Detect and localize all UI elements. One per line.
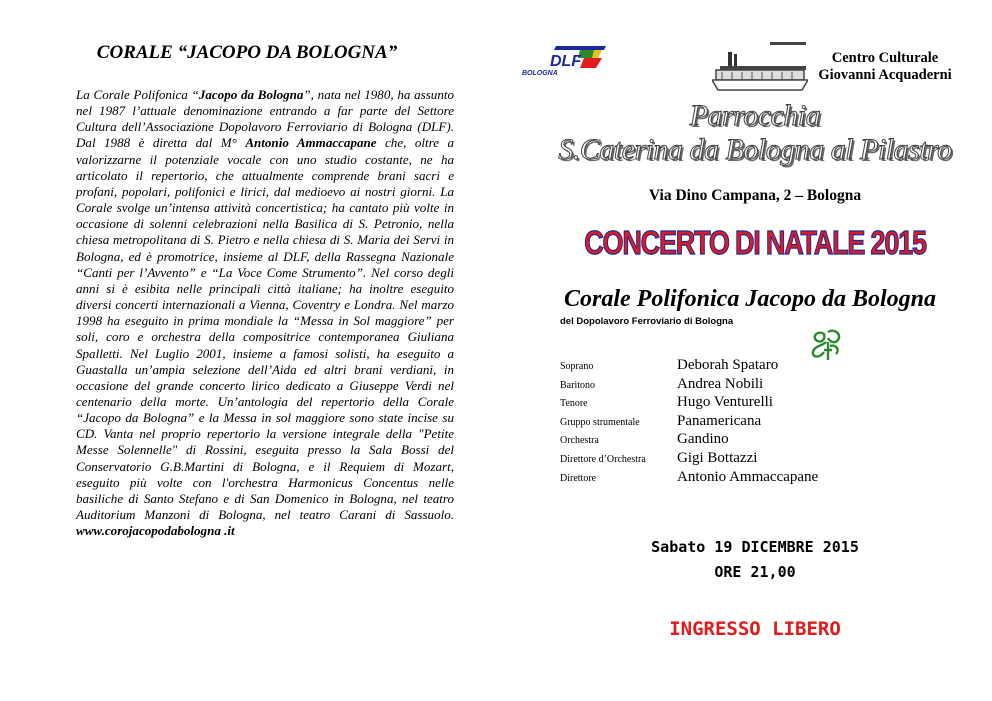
text-run: che, oltre a valorizzarne il potenziale vocale con uno studio costante, ne ha articolato il repertorio, che attualmente comprende brani sacri e profani, popolari, polifonici e lirici, dal medioevo ai nostri giorni. La Corale svolge un’intensa attività concertistica; ha cantato più volte in occasione di solenni celebrazioni nella Basilica di S. Petronio, nella chiesa metropolitana di S. Pietro e nella chiesa di S. Maria dei Servi in Bologna, ed è promotrice, insieme al DLF, della Rassegna Nazionale “Canti per l’Avvento” e “La Voce Come Strumento”. Nel corso degli anni si è esibita nelle principali città italiane; ha inoltre eseguito diversi concerti internazionali a Vienna, Coventry e Londra. Nel marzo 1998 ha eseguito in prima mondiale la “Messa in Sol maggiore” per soli, coro e orchestra della compositrice contemporanea Giuliana Spalletti. Nel Luglio 2001, insieme a famosi solisti, ha eseguito a Guastalla un’ampia selezione dell’Aida ed altri brani verdiani, in occasione del grande concerto lirico dedicato a Giuseppe Verdi nel centenario della morte. Un’antologia del repertorio della Corale “Jacopo da Bologna” e la Messa in sol maggiore sono state incise su CD. Vanta nel proprio repertorio la versione integrale della "Petite Messe Solennelle" di Rossini, eseguita presso la Sala Bossi del Conservatorio G.B.Martini di Bologna, e il Requiem di Mozart, eseguito più volte con l'orchestra Harmonicus Concentus nelle basiliche di Santo Stefano e di San Domenico in Bologna, nel teatro Auditorium Manzoni di Bologna, nel teatro Carani di Sassuolo. bbox=[76, 135, 454, 523]
left-title bbox=[40, 42, 454, 64]
cast-role: Direttore bbox=[560, 472, 597, 484]
title-part: CORALE “ bbox=[96, 42, 188, 63]
cast-name: Hugo Venturelli bbox=[677, 394, 773, 411]
text-run: ”, nata nel 1980, ha assunto nel 1987 l’attuale denominazione entrando a far parte del Settore Cultura dell’Associazione Dopolavoro Ferroviario di Bologna (DLF). Dal 1988 è diretta dal M° bbox=[76, 87, 454, 151]
concert-title: CONCERTO DI NATALE 2015 bbox=[584, 224, 926, 261]
centro-culturale bbox=[800, 50, 970, 84]
history-paragraph bbox=[76, 87, 454, 539]
text-run: La Corale Polifonica “ bbox=[76, 87, 199, 102]
centro-line: Centro Culturale bbox=[831, 50, 939, 66]
director-name-bold: Antonio Ammaccapane bbox=[245, 135, 377, 151]
cast-role: Soprano bbox=[560, 361, 594, 372]
free-entry: INGRESSO LIBERO bbox=[669, 618, 841, 640]
cast-row bbox=[560, 469, 880, 488]
cast-name: Antonio Ammaccapane bbox=[677, 468, 819, 485]
centro-line: Giovanni Acquaderni bbox=[818, 67, 952, 83]
cast-row bbox=[560, 357, 880, 376]
cast-list bbox=[560, 357, 880, 487]
cast-name: Deborah Spataro bbox=[677, 357, 779, 373]
cast-name: Gigi Bottazzi bbox=[677, 449, 758, 466]
title-part: ACOPO DA bbox=[196, 42, 296, 63]
website-link[interactable]: www.corojacopodabologna .it bbox=[76, 523, 235, 539]
cast-row bbox=[560, 394, 880, 413]
cast-row bbox=[560, 431, 880, 450]
dlf-logo-text: DLF bbox=[550, 53, 582, 70]
event-date bbox=[540, 535, 970, 585]
cast-name: Panamericana bbox=[677, 412, 762, 429]
cast-row bbox=[560, 413, 880, 432]
address: Via Dino Campana, 2 – Bologna bbox=[648, 187, 862, 204]
cast-row bbox=[560, 450, 880, 469]
dlf-logo-icon bbox=[522, 44, 606, 76]
title-part: OLOGNA bbox=[308, 42, 388, 63]
dlf-logo-subtext: BOLOGNA bbox=[522, 70, 558, 76]
cast-role: Gruppo strumentale bbox=[560, 416, 640, 428]
choir-subtitle: del Dopolavoro Ferroviario di Bologna bbox=[560, 316, 734, 327]
church-building-icon bbox=[712, 40, 808, 92]
cast-role: Tenore bbox=[560, 398, 588, 410]
date-line: Sabato 19 DICEMBRE 2015 bbox=[651, 538, 859, 556]
choir-name-bold: Jacopo da Bologna bbox=[198, 87, 304, 102]
title-part: ” bbox=[387, 42, 398, 63]
time-line: ORE 21,00 bbox=[714, 563, 796, 581]
cast-name: Andrea Nobili bbox=[677, 375, 764, 392]
title-part: B bbox=[295, 42, 309, 63]
cast-role: Direttore d’Orchestra bbox=[560, 453, 646, 465]
parish-heading bbox=[540, 99, 970, 167]
choir-name: Corale Polifonica Jacopo da Bologna bbox=[564, 286, 936, 312]
cast-role: Orchestra bbox=[560, 435, 599, 447]
cast-row bbox=[560, 376, 880, 395]
cast-name: Gandino bbox=[677, 431, 729, 448]
parish-line: Parrocchia bbox=[689, 99, 821, 132]
parish-line: S.Caterina da Bologna al Pilastro bbox=[558, 133, 952, 166]
cast-role: Baritono bbox=[560, 379, 595, 391]
title-part: J bbox=[187, 42, 197, 63]
